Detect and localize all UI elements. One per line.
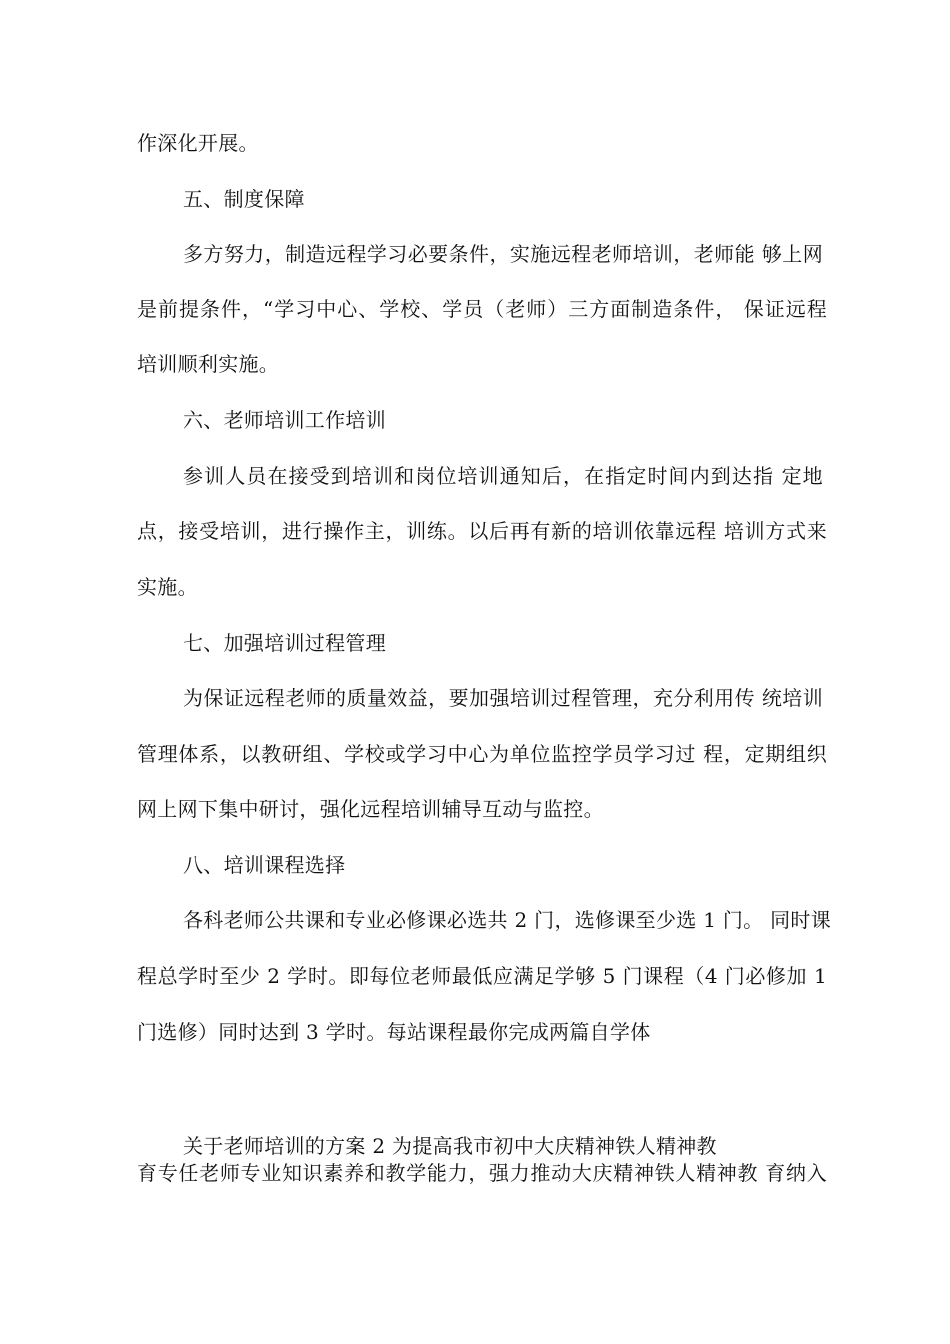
- paragraph-line: [137, 296, 827, 322]
- section-heading-7: 七、加强培训过程管理: [183, 631, 386, 655]
- paragraph-line: 作深化开展。: [137, 131, 259, 155]
- paragraph-line: 实施。: [137, 575, 198, 599]
- paragraph-line: [183, 241, 823, 267]
- paragraph-line: 门选修）同时达到 3 学时。每站课程最你完成两篇自学体: [137, 1020, 651, 1044]
- paragraph-line: [183, 907, 832, 933]
- section-heading-8: 八、培训课程选择: [183, 853, 346, 877]
- paragraph-text: 为保证远程老师的质量效益，要加强培训过程管理，充分利用传 统培训: [183, 686, 823, 710]
- paragraph-text: 管理体系，以教研组、学校或学习中心为单位监控学员学习过 程，定期组织: [137, 742, 827, 766]
- paragraph-line: 培训顺利实施。: [137, 352, 280, 376]
- paragraph-text: 点，接受培训，进行操作主，训练。以后再有新的培训依靠远程 培训方式来: [137, 519, 827, 543]
- paragraph-line: [137, 963, 827, 989]
- paragraph-text: 参训人员在接受到培训和岗位培训通知后，在指定时间内到达指 定地: [183, 464, 823, 488]
- paragraph-text: 育专任老师专业知识素养和教学能力，强力推动大庆精神铁人精神教 育纳入: [137, 1161, 827, 1185]
- section-title-line: 关于老师培训的方案 2 为提高我市初中大庆精神铁人精神教: [183, 1134, 717, 1158]
- paragraph-text: 是前提条件，“学习中心、学校、学员（老师）三方面制造条件， 保证远程: [137, 297, 827, 321]
- paragraph-line: [137, 518, 827, 544]
- section-heading-5: 五、制度保障: [183, 187, 305, 211]
- paragraph-line: [183, 685, 823, 711]
- paragraph-line: [137, 741, 827, 767]
- paragraph-line: [137, 1161, 827, 1185]
- paragraph-text: 各科老师公共课和专业必修课必选共 2 门，选修课至少选 1 门。 同时课: [183, 908, 832, 932]
- paragraph-text: 多方努力，制造远程学习必要条件，实施远程老师培训，老师能 够上网: [183, 242, 823, 266]
- paragraph-text: 程总学时至少 2 学时。即每位老师最低应满足学够 5 门课程（4 门必修加 1: [137, 964, 827, 988]
- section-heading-6: 六、老师培训工作培训: [183, 408, 386, 432]
- paragraph-line: 网上网下集中研讨，强化远程培训辅导互动与监控。: [137, 797, 604, 821]
- paragraph-line: [183, 463, 823, 489]
